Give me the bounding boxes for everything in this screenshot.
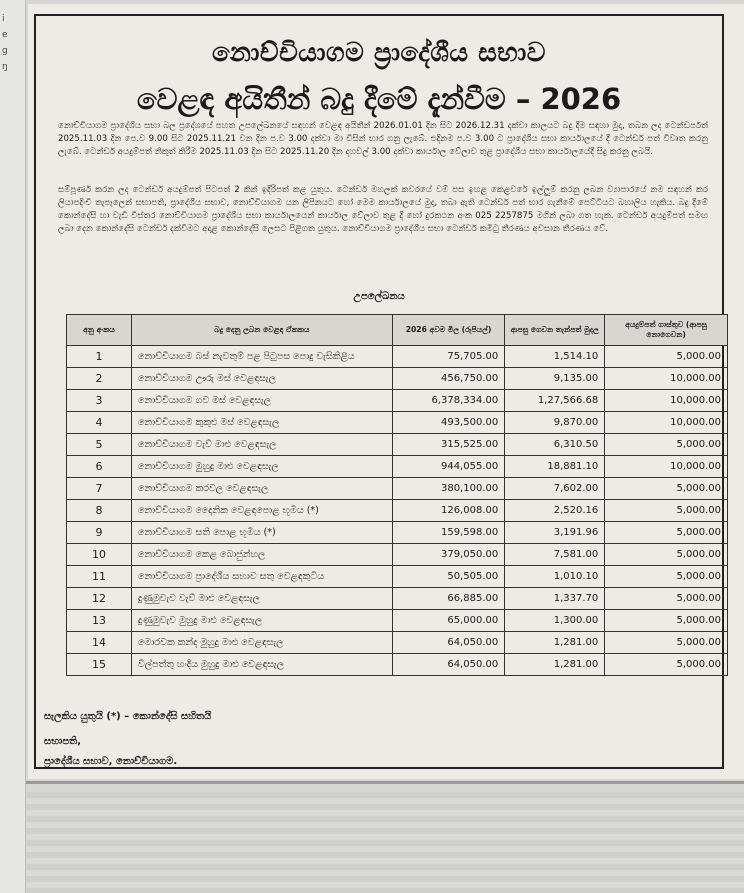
row-fee: 10,000.00 (605, 390, 728, 412)
row-item: දුණුමුවැව වැව් මාළු වෙළඳසැල (131, 588, 392, 610)
table-row (67, 434, 728, 456)
table-row (67, 522, 728, 544)
notice-paragraph-1: නොච්චියාගම ප්‍රාදේශීය සභා බල ප්‍රදේශයේ පහත උපලේඛනයේ සඳහන් වෙළඳ අයිතීන් 2026.01.01 දින සිට 2026.12.31 දක්වා කාලයට බදු දීම සඳහා මුදා, තබන ලද ටෙන්ඩර්පත් 2025.11.03 දින පෙ.ව 9.00 සිට 2025.11.21 වන දින ප.ව 3.00 දක්වා මා විසින් භාර ගනු ලැබේ. එදිනම ප.ව 3.00 ට ප්‍රාදේශීය සභා කාර්යාලයේ දී ටෙන්ඩර් පත් විවෘත කරනු ලැබේ. ටෙන්ඩර් අයදුම්පත් නිකුත් කිරීම 2025.11.03 දින සිට 2025.11.20 දින දහවල් 3.00 දක්වා කාර්යාල වේලාව තුළ ප්‍රාදේශීය සභා කාර්යාලයේදී සිදු කරනු ලබයි. (58, 121, 708, 157)
table-row (67, 390, 728, 412)
row-number: 13 (67, 610, 132, 632)
table-row (67, 500, 728, 522)
row-amount: 126,008.00 (392, 500, 504, 522)
header-fee: අයදුම්පත් ගාස්තුව (ආපසු නොගෙවන) (605, 315, 728, 346)
notice-title-main: වෙළඳ අයිතීන් බදු දීමේ දැන්වීම – 2026 (136, 82, 622, 116)
row-number: 4 (67, 412, 132, 434)
table-row (67, 412, 728, 434)
row-deposit: 9,135.00 (505, 368, 605, 390)
row-fee: 5,000.00 (605, 478, 728, 500)
row-number: 6 (67, 456, 132, 478)
row-deposit: 1,27,566.68 (505, 390, 605, 412)
row-item: දුණුමුවැව මුහුදු මාළු වෙළඳසැල (131, 610, 392, 632)
row-amount: 456,750.00 (392, 368, 504, 390)
signatory-title: සභාපති, (44, 736, 82, 747)
row-item: නොච්චියාගම වැව් මාළු වෙළඳසැල (131, 434, 392, 456)
row-number: 10 (67, 544, 132, 566)
adjacent-page-strip (0, 0, 26, 893)
signatory-office: ප්‍රාදේශීය සභාව, නොච්චියාගම. (44, 756, 178, 767)
row-amount: 159,598.00 (392, 522, 504, 544)
row-amount: 944,055.00 (392, 456, 504, 478)
row-fee: 10,000.00 (605, 456, 728, 478)
row-number: 3 (67, 390, 132, 412)
row-number: 8 (67, 500, 132, 522)
row-amount: 493,500.00 (392, 412, 504, 434)
row-deposit: 3,191.96 (505, 522, 605, 544)
table-row (67, 456, 728, 478)
notice-paragraph-2: සම්පූර්ණ කරන ලද ටෙන්ඩර් අයදුම්පත් පිටපත් 2 කින් ඉදිරිපත් කළ යුතුය. ටෙන්ඩර් මහලක් කවරයේ වම් පස ඉහළ කෙළවරේ ඉල්ලුම් කරනු ලබන ව්‍යාපාරයේ නම සඳහන් කර ලියාපදිංචි තැපෑලෙන් සභාපති, ප්‍රාදේශීය සභාව, නොච්චියාගම යන ලිපිනයට හෝ මෙම කාර්යාලයේ මුදා, තබා ඇති ටෙන්ඩර් පත් භාර ගැනීමේ පෙට්ටියට බහාලිය හැකිය. බදු දීමේ කොන්දේසි හා වැඩි විස්තර නොච්චියාගම ප්‍රාදේශීය සභා කාර්යාලයෙන් කාර්යාල වේලාව තුළ දී හෝ දුරකථන අංක 025 2257875 මගින් ලබා ගත හැක. ටෙන්ඩර් අයදුම්පත් සමඟ ලබා දෙන කොන්දේසි ටෙන්ඩර් දක්වීමට අදාළ කොන්දේසි ලෙසට පිළිගත යුතුය. නොච්චියාගම ප්‍රාදේශීය සභා ටෙන්ඩර් කමිටු තීරණය අවසාන තීරණය වේ. (58, 185, 708, 234)
row-item: නොච්චියාගම ගව මස් වෙළඳසැල (131, 390, 392, 412)
row-amount: 315,525.00 (392, 434, 504, 456)
side-mark: i (2, 14, 5, 24)
header-number: අනු අංකය (67, 315, 132, 346)
table-row (67, 478, 728, 500)
header-item: බදු දෙනු ලබන වෙළඳ ඒකකය (131, 315, 392, 346)
row-deposit: 1,514.10 (505, 346, 605, 368)
row-fee: 10,000.00 (605, 412, 728, 434)
row-fee: 5,000.00 (605, 522, 728, 544)
table-row (67, 588, 728, 610)
schedule-label: උපලේඛනය (353, 291, 405, 302)
row-item: නොච්චියාගම කෙළ බොජුන්හල (131, 544, 392, 566)
row-fee: 5,000.00 (605, 434, 728, 456)
row-number: 15 (67, 654, 132, 676)
row-fee: 5,000.00 (605, 544, 728, 566)
row-deposit: 18,881.10 (505, 456, 605, 478)
row-fee: 5,000.00 (605, 632, 728, 654)
row-number: 5 (67, 434, 132, 456)
row-fee: 5,000.00 (605, 346, 728, 368)
row-item: නොච්චියාගම ප්‍රාදේශීය සභාව සතු වෙළඳකුටිය (131, 566, 392, 588)
row-deposit: 1,337.70 (505, 588, 605, 610)
row-amount: 65,000.00 (392, 610, 504, 632)
table-row (67, 654, 728, 676)
row-number: 2 (67, 368, 132, 390)
table-row (67, 368, 728, 390)
table-row (67, 566, 728, 588)
side-mark: g (2, 46, 8, 56)
row-deposit: 7,602.00 (505, 478, 605, 500)
notice-box (34, 14, 724, 769)
row-item: මොරවක කන්ද මුහුදු මාළු වෙළඳසැල (131, 632, 392, 654)
row-amount: 6,378,334.00 (392, 390, 504, 412)
newspaper-page (28, 4, 744, 779)
row-number: 14 (67, 632, 132, 654)
table-row (67, 632, 728, 654)
row-deposit: 1,010.10 (505, 566, 605, 588)
notice-title-council: නොච්චියාගම ප්‍රාදේශීය සභාව (212, 38, 546, 68)
row-number: 7 (67, 478, 132, 500)
row-fee: 5,000.00 (605, 500, 728, 522)
row-amount: 75,705.00 (392, 346, 504, 368)
table-row (67, 346, 728, 368)
row-fee: 5,000.00 (605, 610, 728, 632)
row-fee: 5,000.00 (605, 588, 728, 610)
row-deposit: 1,281.00 (505, 632, 605, 654)
footnote-conditions: සැලකිය යුතුයි (*) – කොන්දේසි සහිතයි (44, 711, 212, 722)
row-deposit: 6,310.50 (505, 434, 605, 456)
row-deposit: 9,870.00 (505, 412, 605, 434)
row-item: නොච්චියාගම කුකුළු මස් වෙළඳසැල (131, 412, 392, 434)
row-amount: 379,050.00 (392, 544, 504, 566)
row-item: නොච්චියාගම සති පොළ භූමිය (*) (131, 522, 392, 544)
row-number: 12 (67, 588, 132, 610)
row-item: නොච්චියාගම දෛනික වෙළඳපොළ භූමිය (*) (131, 500, 392, 522)
side-mark: e (2, 30, 8, 40)
row-item: නොච්චියාගම කරවල වෙළඳසැල (131, 478, 392, 500)
table-row (67, 610, 728, 632)
row-deposit: 1,281.00 (505, 654, 605, 676)
row-fee: 5,000.00 (605, 566, 728, 588)
row-amount: 50,505.00 (392, 566, 504, 588)
row-amount: 66,885.00 (392, 588, 504, 610)
table-header-row (67, 315, 728, 346)
row-deposit: 7,581.00 (505, 544, 605, 566)
row-item: නොච්චියාගම බස් නැවතුම් පළ පිටුපස පොදු වැසිකිළිය (131, 346, 392, 368)
column-divider (26, 781, 744, 784)
row-amount: 64,050.00 (392, 632, 504, 654)
row-fee: 5,000.00 (605, 654, 728, 676)
header-amount: 2026 අවම මිල (රුපියල්) (392, 315, 504, 346)
fee-schedule-table (66, 314, 728, 676)
row-deposit: 2,520.16 (505, 500, 605, 522)
row-amount: 64,050.00 (392, 654, 504, 676)
row-number: 9 (67, 522, 132, 544)
row-fee: 10,000.00 (605, 368, 728, 390)
table-row (67, 544, 728, 566)
row-number: 11 (67, 566, 132, 588)
lower-newspaper-area (26, 792, 744, 893)
row-item: විල්පත්තු හංදිය මුහුදු මාළු වෙළඳසැල (131, 654, 392, 676)
row-item: නොච්චියාගම මුහුදු මාළු වෙළඳසැල (131, 456, 392, 478)
row-amount: 380,100.00 (392, 478, 504, 500)
row-item: නොච්චියාගම ඌරු මස් වෙළඳසැල (131, 368, 392, 390)
header-deposit: ආපසු ගෙවන තැන්පත් මුදල (505, 315, 605, 346)
row-deposit: 1,300.00 (505, 610, 605, 632)
side-mark: ŋ (2, 62, 8, 72)
row-number: 1 (67, 346, 132, 368)
